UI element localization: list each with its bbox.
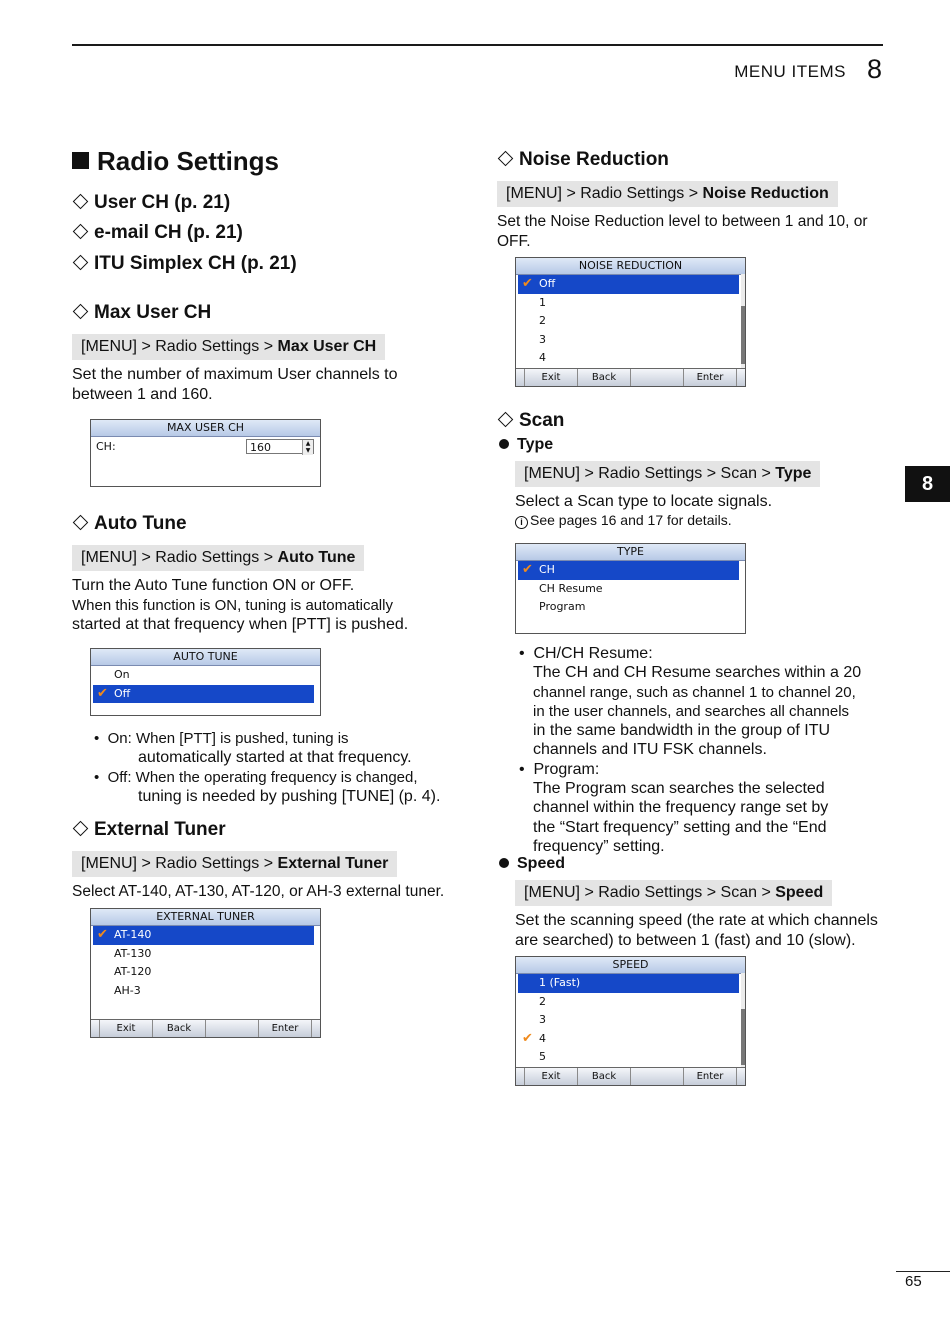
screen-title: EXTERNAL TUNER	[91, 909, 320, 926]
back-softkey[interactable]: Back	[577, 1068, 630, 1085]
round-bullet-icon	[499, 439, 509, 449]
diamond-icon	[498, 151, 514, 167]
option-off[interactable]: ✔ Off	[518, 275, 739, 294]
softkey-bar	[516, 1067, 745, 1085]
option-3[interactable]: 3	[539, 1013, 546, 1026]
screen-external-tuner	[90, 908, 321, 1038]
diamond-icon	[73, 304, 89, 320]
option-1-fast[interactable]: 1 (Fast)	[518, 974, 739, 993]
desc-noise-reduction: Set the Noise Reduction level to between 1 and 10, or OFF.	[497, 213, 868, 250]
option-5[interactable]: 5	[539, 1050, 546, 1063]
screen-max-user-ch	[90, 419, 321, 487]
back-softkey[interactable]: Back	[152, 1020, 205, 1037]
auto-tune-bullets: • On: When [PTT] is pushed, tuning is automatically started at that frequency. • Off: When the operating frequency is changed, tuning is needed by pushing [TUNE] (p. 4).	[94, 730, 441, 805]
max-user-ch-input[interactable]: 160 ▲ ▼	[246, 439, 314, 454]
diamond-icon	[73, 515, 89, 531]
section-title: Radio Settings	[72, 146, 279, 177]
ch-label: CH:	[96, 440, 116, 453]
check-icon: ✔	[522, 1030, 533, 1046]
check-icon: ✔	[522, 562, 533, 577]
blank-softkey[interactable]	[630, 369, 683, 386]
option-at-140[interactable]: ✔ AT-140	[93, 926, 314, 945]
check-icon: ✔	[97, 927, 108, 942]
heading-external-tuner: External Tuner	[72, 819, 226, 841]
option-on[interactable]: On	[114, 668, 130, 681]
option-2[interactable]: 2	[539, 314, 546, 327]
scrollbar[interactable]	[741, 973, 745, 1067]
running-header: MENU ITEMS	[734, 62, 846, 81]
menu-path-scan-speed: [MENU] > Radio Settings > Scan > Speed	[515, 880, 832, 906]
option-off[interactable]: ✔ Off	[93, 685, 314, 704]
option-1[interactable]: 1	[539, 295, 546, 309]
menu-path-auto-tune: [MENU] > Radio Settings > Auto Tune	[72, 545, 364, 571]
heading-noise-reduction: Noise Reduction	[497, 149, 669, 171]
heading-auto-tune: Auto Tune	[72, 513, 187, 535]
diamond-icon	[73, 821, 89, 837]
option-3[interactable]: 3	[539, 332, 546, 346]
screen-title: NOISE REDUCTION	[516, 258, 745, 275]
square-bullet-icon	[72, 152, 89, 169]
footer-rule	[896, 1271, 950, 1272]
screen-title: AUTO TUNE	[91, 649, 320, 666]
heading-itu-ch: ITU Simplex CH (p. 21)	[72, 253, 297, 275]
option-at-130[interactable]: AT-130	[114, 946, 152, 960]
chapter-number: 8	[866, 54, 882, 84]
scrollbar[interactable]	[741, 274, 745, 368]
heading-scan: Scan	[497, 410, 564, 432]
heading-user-ch: User CH (p. 21)	[72, 192, 230, 214]
exit-softkey[interactable]: Exit	[99, 1020, 152, 1037]
option-ch-resume[interactable]: CH Resume	[539, 581, 603, 595]
option-at-120[interactable]: AT-120	[114, 965, 152, 978]
desc-scan-type: Select a Scan type to locate signals.	[515, 493, 773, 510]
option-4[interactable]: 4	[539, 351, 546, 364]
diamond-icon	[73, 194, 89, 210]
round-bullet-icon	[499, 858, 509, 868]
spin-arrows-icon[interactable]: ▲ ▼	[302, 440, 313, 455]
option-4[interactable]: ✔ 4	[518, 1030, 739, 1049]
desc-max-user: Set the number of maximum User channels to between 1 and 160.	[72, 366, 398, 403]
blank-softkey[interactable]	[205, 1020, 258, 1037]
option-ah-3[interactable]: AH-3	[114, 983, 141, 997]
check-icon: ✔	[522, 276, 533, 291]
heading-type: Type	[497, 436, 553, 454]
option-program[interactable]: Program	[539, 600, 586, 613]
screen-scan-speed	[515, 956, 746, 1086]
menu-path-scan-type: [MENU] > Radio Settings > Scan > Type	[515, 461, 820, 487]
diamond-icon	[73, 224, 89, 240]
scan-type-bullets: • CH/CH Resume: The CH and CH Resume searches within a 20 channel range, such as channel 1 to channel 20, in the user channels, and searches all channels in the same bandwidth in the group of ITU channels and ITU FSK channels. • Program: The Program scan searches the selected channel within the frequency range set by the “Start frequency” setting and the “End frequency” setting.	[519, 645, 862, 855]
menu-path-external-tuner: [MENU] > Radio Settings > External Tuner	[72, 851, 397, 877]
enter-softkey[interactable]: Enter	[258, 1020, 311, 1037]
info-icon: i	[515, 516, 528, 529]
back-softkey[interactable]: Back	[577, 369, 630, 386]
exit-softkey[interactable]: Exit	[524, 1068, 577, 1085]
desc-scan-speed: Set the scanning speed (the rate at which channels are searched) to between 1 (fast) and 10 (slow).	[515, 912, 878, 949]
header-rule	[72, 44, 883, 46]
exit-softkey[interactable]: Exit	[524, 369, 577, 386]
screen-title: MAX USER CH	[91, 420, 320, 437]
screen-auto-tune	[90, 648, 321, 716]
screen-title: TYPE	[516, 544, 745, 561]
chapter-tab: 8	[905, 466, 950, 502]
heading-speed: Speed	[497, 855, 565, 873]
heading-email-ch: e-mail CH (p. 21)	[72, 222, 243, 244]
option-2[interactable]: 2	[539, 994, 546, 1008]
desc-external-tuner: Select AT-140, AT-130, AT-120, or AH-3 external tuner.	[72, 883, 445, 900]
screen-noise-reduction	[515, 257, 746, 387]
blank-softkey[interactable]	[630, 1068, 683, 1085]
menu-path-noise-reduction: [MENU] > Radio Settings > Noise Reduction	[497, 181, 838, 207]
softkey-bar	[516, 368, 745, 386]
option-ch[interactable]: ✔ CH	[518, 561, 739, 580]
enter-softkey[interactable]: Enter	[683, 369, 736, 386]
softkey-bar	[91, 1019, 320, 1037]
heading-max-user-ch: Max User CH	[72, 302, 211, 324]
enter-softkey[interactable]: Enter	[683, 1068, 736, 1085]
check-icon: ✔	[97, 685, 108, 701]
desc-auto-tune: Turn the Auto Tune function ON or OFF. When this function is ON, tuning is automatically started at that frequency when [PTT] is pushed.	[72, 577, 409, 633]
scroll-thumb[interactable]	[741, 1009, 745, 1065]
menu-path-max-user: [MENU] > Radio Settings > Max User CH	[72, 334, 385, 360]
diamond-icon	[73, 255, 89, 271]
page-number: 65	[905, 1273, 922, 1290]
screen-title: SPEED	[516, 957, 745, 974]
screen-scan-type	[515, 543, 746, 634]
note-scan-type: i See pages 16 and 17 for details.	[515, 512, 732, 529]
scroll-thumb[interactable]	[741, 306, 745, 364]
diamond-icon	[498, 412, 514, 428]
